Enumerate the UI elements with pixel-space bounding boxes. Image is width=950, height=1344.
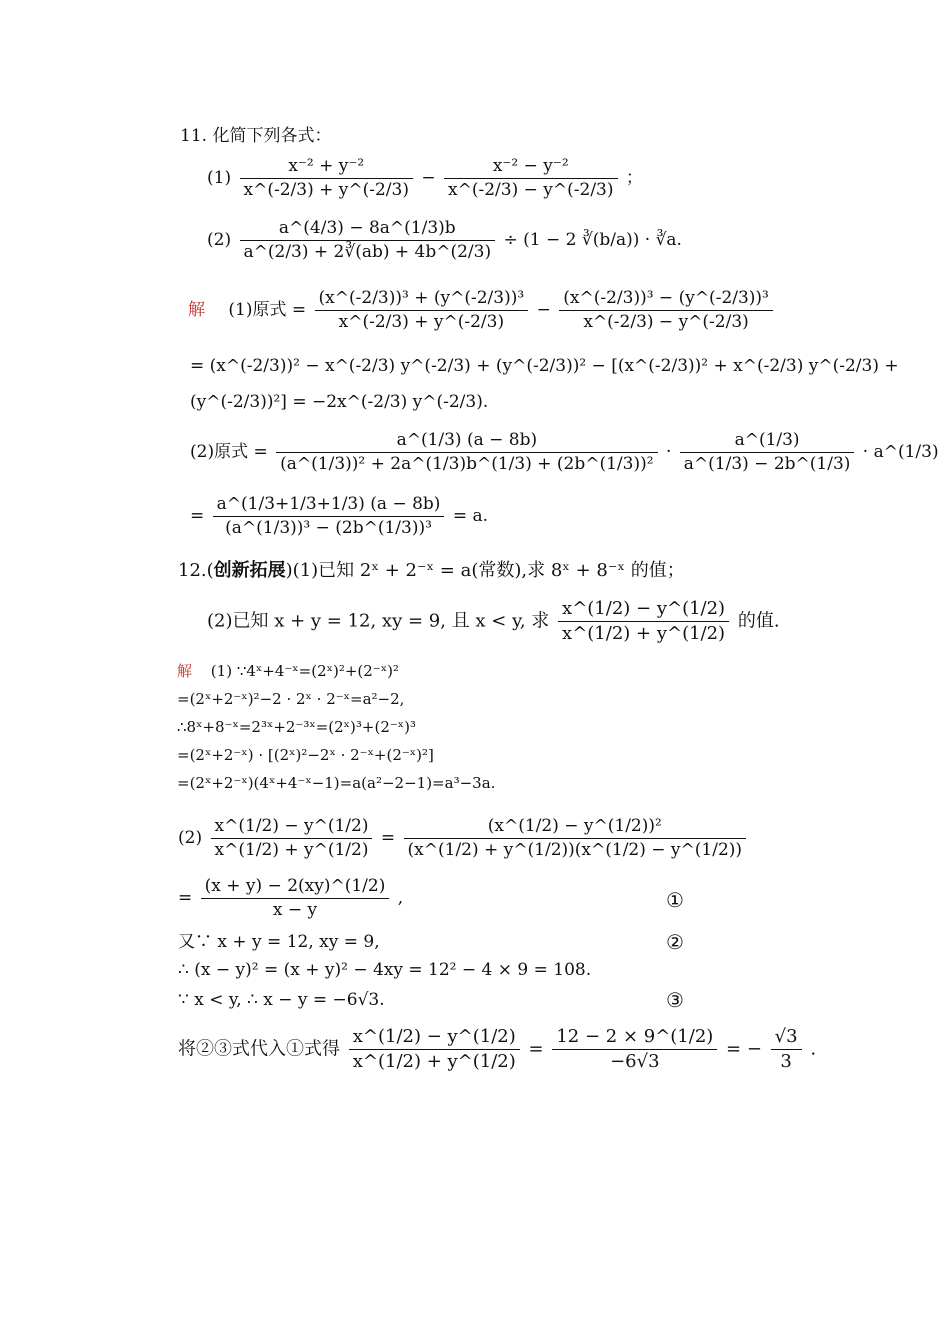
equation-marker-3: ③ [666,988,684,1012]
equation-marker-1: ① [666,888,684,912]
sol11-line3: (y^(-2/3))²] = −2x^(-2/3) y^(-2/3). [190,392,489,412]
sol12-line2: =(2ˣ+2⁻ˣ)²−2 · 2ˣ · 2⁻ˣ=a²−2, [177,690,405,708]
sol12-line8: 又∵ x + y = 12, xy = 9, [178,932,380,952]
sol11-line1: 解 (1)原式 = $\frac{\text{(x\textasciicircum{}(-2/3))³ + (y\textasciicircum{}(-2/3))³}}{x\^{}(-2/3) + y\^{}(-2/3)}$ − $\frac{\text{(x\textasciicircum{}(-2/3))³ − (y\textasciicircum{}(-2/3))³}}{x\^{}(-2/3) - y\^{}(-2/3)}$ [188,290,776,331]
solution-label: 解 [177,662,193,680]
q12-part2: (2)已知 x + y = 12, xy = 9, 且 x < y, 求 $\frac{x\^{}(1/2) - y\^{}(1/2)}{x\^{}(1/2) + y\^{}(1/2)}$ 的值. [207,598,780,644]
sol12-line1: 解 (1) ∵4ˣ+4⁻ˣ=(2ˣ)²+(2⁻ˣ)² [177,662,399,680]
sol12-line10: ∵ x < y, ∴ x − y = −6√3. [178,990,385,1010]
sol11-line5: = $\frac{a\^{}(1/3+1/3+1/3) (a - 8b)}{\text{(a\textasciicircum{}(1/3))³ − (2b\textasciicircum{}(1/3))³}}$ = a. [190,494,489,538]
sol12-line9: ∴ (x − y)² = (x + y)² − 4xy = 12² − 4 × 9 = 108. [178,960,592,980]
equation-marker-2: ② [666,930,684,954]
solution-label: 解 [188,300,205,320]
sol11-line2: = (x^(-2/3))² − x^(-2/3) y^(-2/3) + (y^(-2/3))² − [(x^(-2/3))² + x^(-2/3) y^(-2/3) + [190,356,899,376]
sol12-line3: ∴8ˣ+8⁻ˣ=2³ˣ+2⁻³ˣ=(2ˣ)³+(2⁻ˣ)³ [177,718,417,736]
q11-title: 11. 化简下列各式： [180,126,332,146]
q11-part2: (2) $\frac{a\^{}(4/3) - 8a\^{}(1/3)b}{a\^{}(2/3) + 2∛(ab) + 4b\^{}(2/3)}$ ÷ (1 − 2 ∛(b/a)) · ∛a. [207,218,682,262]
q11-part1: (1) $\frac{\text{x⁻² + y⁻²}}{x\^{}(-2/3) + y\^{}(-2/3)}$ − $\frac{\text{x⁻² − y⁻²}}{x\^{}(-2/3) - y\^{}(-2/3)}$ ； [207,156,643,200]
sol12-line6: (2) $\frac{x\^{}(1/2) - y\^{}(1/2)}{x\^{}(1/2) + y\^{}(1/2)}$ = $\frac{\text{(x\textasciicircum{}(1/2) − y\textasciicircum{}(1/2))²}}{(x\^{}(1/2) + y\^{}(1/2))(x\^{}(1/2) - y\^{}(1/2))}$ [178,818,749,859]
sol12-line7: = $\frac{(x + y) - 2(xy)\^{}(1/2)}{x - y}$ , [178,876,404,920]
q11-p1-frac1: $\frac{\text{x⁻² + y⁻²}}{x\^{}(-2/3) + y\^{}(-2/3)}$ [240,158,413,199]
sol11-line4: (2)原式 = $\frac{a\^{}(1/3) (a - 8b)}{\text{(a\textasciicircum{}(1/3))² + 2a\textasciicircum{}(1/3)b\textasciicircum{}(1/3) + (2b\textasciicircum{}(1/3))²}}$ · $\frac{a\^{}(1/3)}{a\^{}(1/3) - 2b\^{}(1/3)}$ · a^(1/3) [190,430,939,474]
sol12-line5: =(2ˣ+2⁻ˣ)(4ˣ+4⁻ˣ−1)=a(a²−2−1)=a³−3a. [177,774,496,792]
sol12-line11: 将②③式代入①式得 $\frac{x\^{}(1/2) - y\^{}(1/2)}{x\^{}(1/2) + y\^{}(1/2)}$ = $\frac{12 - 2 \times 9\^{}(1/2)}{-6√3}$ = − $\frac{√3}{3}$ . [178,1026,817,1072]
q11-p1-frac2: $\frac{\text{x⁻² − y⁻²}}{x\^{}(-2/3) - y\^{}(-2/3)}$ [444,158,617,199]
sol12-line4: =(2ˣ+2⁻ˣ) · [(2ˣ)²−2ˣ · 2⁻ˣ+(2⁻ˣ)²] [177,746,434,764]
q11-p2-frac: $\frac{a\^{}(4/3) - 8a\^{}(1/3)b}{a\^{}(2/3) + 2∛(ab) + 4b\^{}(2/3)}$ [240,220,496,261]
q12-title: 12.(创新拓展)(1)已知 2ˣ + 2⁻ˣ = a(常数),求 8ˣ + 8⁻ˣ 的值； [178,560,685,581]
